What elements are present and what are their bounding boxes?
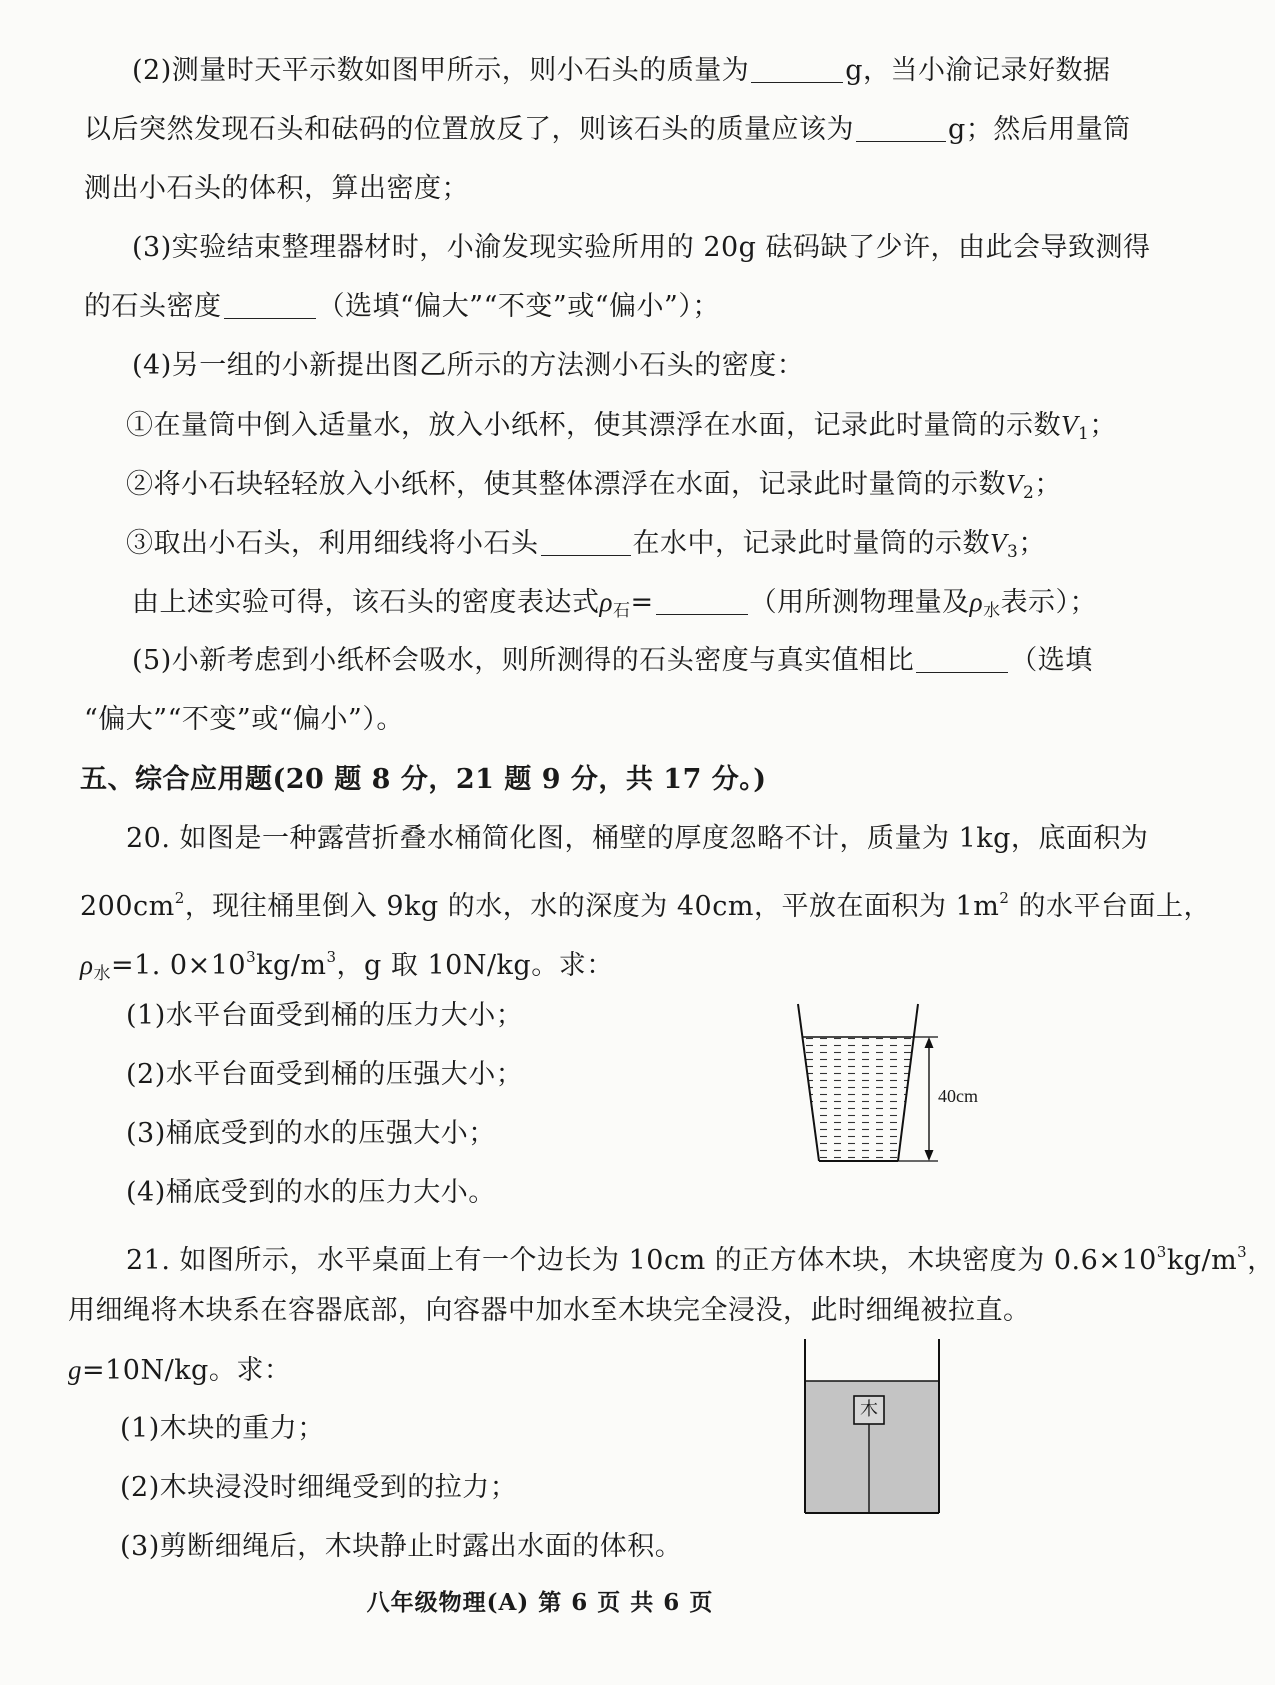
q20-item-4: (4)桶底受到的水的压力大小。: [126, 1177, 496, 1208]
q20-item-1: (1)水平台面受到桶的压力大小；: [126, 1000, 524, 1031]
answer-blank[interactable]: [916, 646, 1008, 673]
q19-part3-line1: (3)实验结束整理器材时，小渝发现实验所用的 20g 砝码缺了少许，由此会导致测得: [132, 232, 1151, 263]
q21-item-2: (2)木块浸没时细绳受到的拉力；: [120, 1472, 518, 1503]
q20-item-3: (3)桶底受到的水的压强大小；: [126, 1118, 496, 1149]
q20-stem-line2: $200cm^2$，现往桶里倒入 9kg 的水，水的深度为 40cm，平放在面积为 $1m^2$ 的水平台面上，: [80, 889, 1211, 922]
depth-label: 40cm: [938, 1086, 978, 1106]
answer-blank[interactable]: [751, 56, 843, 83]
q19-density-expression: 由上述实验可得，该石头的密度表达式$\rho_石=$ （用所测物理量及$\rho_水$表示）；: [132, 587, 1098, 621]
q19-part4-intro: (4)另一组的小新提出图乙所示的方法测小石头的密度：: [132, 350, 805, 381]
q19-step1: ①在量筒中倒入适量水，放入小纸杯，使其漂浮在水面，记录此时量筒的示数$V_1$；: [126, 410, 1117, 444]
q19-part5-line2: “偏大”“不变”或“偏小”）。: [84, 704, 404, 735]
q21-stem-line1: 21. 如图所示，水平桌面上有一个边长为 10cm 的正方体木块，木块密度为 $0.6\times 10^3kg/m^3$，: [126, 1243, 1275, 1276]
q19-step3: ③取出小石头，利用细线将小石头 在水中，记录此时量筒的示数$V_3$；: [126, 528, 1046, 562]
q19-part2-line3: 测出小石头的体积，算出密度；: [84, 173, 469, 204]
water-region: [803, 1037, 913, 1161]
arrow-down-icon: [925, 1150, 934, 1161]
q21-stem-line3: g=10N/kg。求：: [68, 1355, 292, 1386]
answer-blank[interactable]: [541, 529, 631, 556]
arrow-up-icon: [925, 1037, 934, 1048]
q21-item-3: (3)剪断细绳后，木块静止时露出水面的体积。: [120, 1531, 683, 1562]
q19-part5-line1: (5)小新考虑到小纸杯会吸水，则所测得的石头密度与真实值相比 （选填: [132, 645, 1093, 676]
q19-part3-line2: 的石头密度 （选填“偏大”“不变”或“偏小”）；: [84, 291, 720, 322]
container-diagram: [802, 1336, 942, 1516]
bucket-figure: [790, 1000, 990, 1175]
q20-item-2: (2)水平台面受到桶的压强大小；: [126, 1059, 524, 1090]
q19-part2-line2: 以后突然发现石头和砝码的位置放反了，则该石头的质量应该为 g；然后用量筒: [84, 114, 1131, 145]
answer-blank[interactable]: [856, 115, 946, 142]
q20-stem-line3: $\rho_水=1$. $0\times 10^3kg/m^3$，g 取 10N/kg。求：: [80, 948, 614, 984]
q21-stem-line2: 用细绳将木块系在容器底部，向容器中加水至木块完全浸没，此时细绳被拉直。: [68, 1295, 1031, 1326]
page-footer: 八年级物理(A) 第 6 页 共 6 页: [366, 1589, 714, 1616]
q20-stem-line1: 20. 如图是一种露营折叠水桶简化图，桶壁的厚度忽略不计，质量为 1kg，底面积为: [126, 823, 1149, 854]
q19-part2-line1: (2)测量时天平示数如图甲所示，则小石头的质量为 g，当小渝记录好数据: [132, 55, 1111, 86]
q19-step2: ②将小石块轻轻放入小纸杯，使其整体漂浮在水面，记录此时量筒的示数$V_2$；: [126, 469, 1062, 503]
q21-item-1: (1)木块的重力；: [120, 1413, 325, 1444]
answer-blank[interactable]: [656, 588, 748, 615]
block-label: 木: [860, 1399, 878, 1420]
answer-blank[interactable]: [224, 292, 316, 319]
container-figure: [802, 1336, 942, 1516]
section-title: 五、综合应用题(20 题 8 分，21 题 9 分，共 17 分。): [80, 764, 767, 795]
